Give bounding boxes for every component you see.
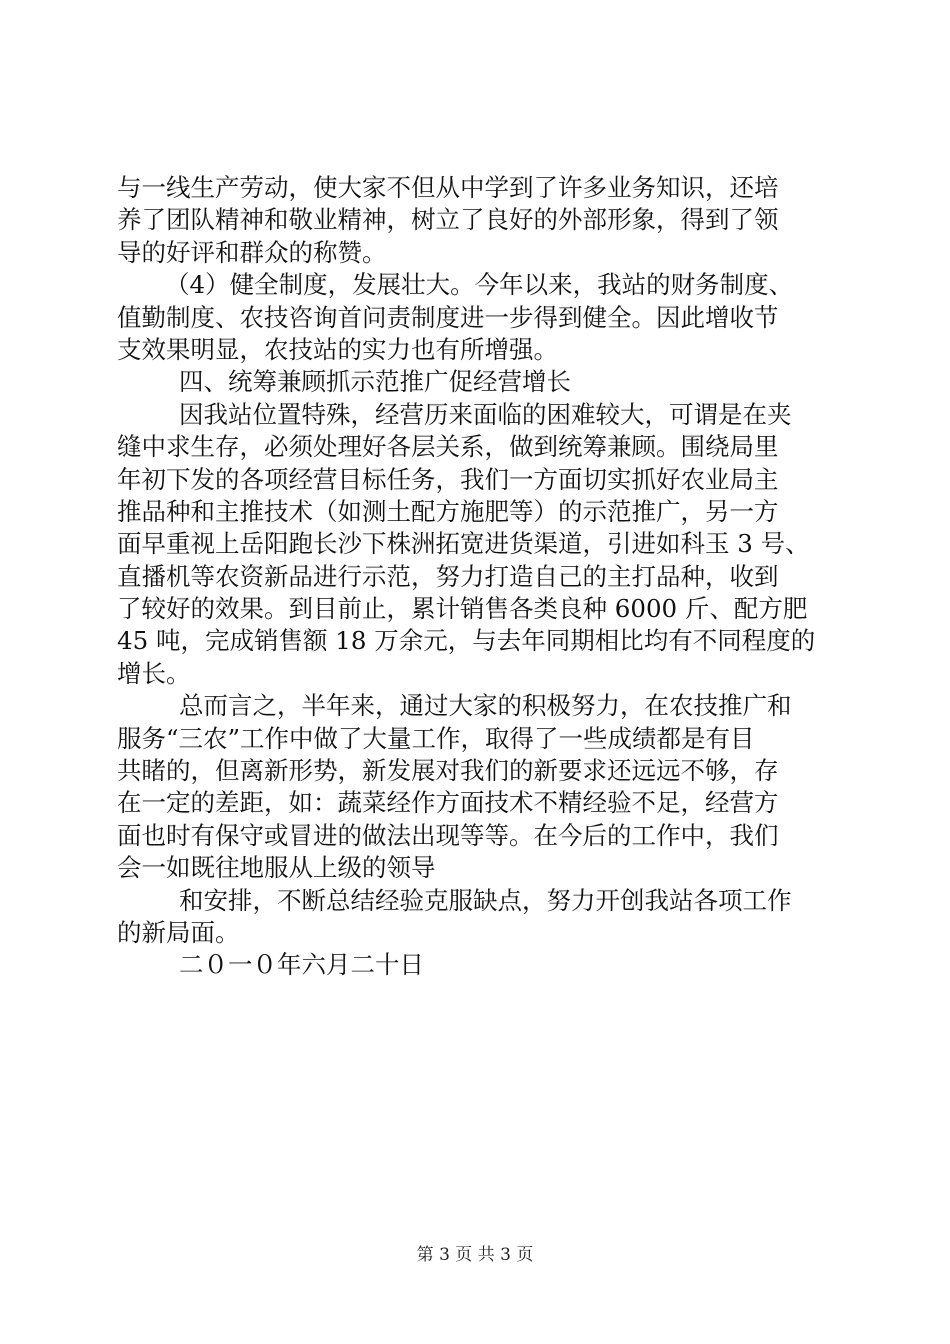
text-line: 和安排，不断总结经验克服缺点，努力开创我站各项工作 [179, 885, 792, 915]
text-line: 的新局面。 [117, 917, 240, 947]
text-line: 养了团队精神和敬业精神，树立了良好的外部形象，得到了领 [117, 205, 779, 235]
page-footer [0, 1244, 950, 1266]
text-line: 增长。 [117, 658, 191, 688]
page-number-label: 第 3 页 共 3 页 [416, 1245, 534, 1265]
document-body [117, 172, 837, 982]
text-line: 直播机等农资新品进行示范，努力打造自己的主打品种，收到 [117, 561, 779, 591]
text-line: 共睹的，但离新形势，新发展对我们的新要求还远远不够，存 [117, 756, 779, 786]
text-line: 推品种和主推技术（如测土配方施肥等）的示范推广，另一方 [117, 496, 779, 526]
text-line: 导的好评和群众的称赞。 [117, 237, 387, 267]
text-line: 缝中求生存，必须处理好各层关系，做到统筹兼顾。围绕局里 [117, 432, 779, 462]
text-line: 面早重视上岳阳跑长沙下株洲拓宽进货渠道，引进如科玉 3 号、 [117, 529, 810, 559]
text-line: 年初下发的各项经营目标任务，我们一方面切实抓好农业局主 [117, 464, 779, 494]
text-line: 因我站位置特殊，经营历来面临的困难较大，可谓是在夹 [179, 399, 792, 429]
text-line: （4）健全制度，发展壮大。今年以来，我站的财务制度、 [165, 270, 794, 300]
text-line: 45 吨，完成销售额 18 万余元，与去年同期相比均有不同程度的 [117, 626, 816, 656]
text-line: 服务“三农”工作中做了大量工作，取得了一些成绩都是有目 [117, 723, 755, 753]
text-line: 会一如既往地服从上级的领导 [117, 853, 436, 883]
text-line: 了较好的效果。到目前止，累计销售各类良种 6000 斤、配方肥 [117, 594, 808, 624]
text-line: 值勤制度、农技咨询首问责制度进一步得到健全。因此增收节 [117, 302, 779, 332]
text-line: 支效果明显，农技站的实力也有所增强。 [117, 334, 558, 364]
document-date: 二０一０年六月二十日 [179, 950, 424, 980]
text-line: 在一定的差距，如：蔬菜经作方面技术不精经验不足，经营方 [117, 788, 779, 818]
text-line: 与一线生产劳动，使大家不但从中学到了许多业务知识，还培 [117, 173, 779, 202]
section-heading: 四、统筹兼顾抓示范推广促经营增长 [179, 367, 571, 397]
text-line: 总而言之，半年来，通过大家的积极努力，在农技推广和 [179, 691, 792, 721]
text-line: 面也时有保守或冒进的做法出现等等。在今后的工作中，我们 [117, 820, 779, 850]
